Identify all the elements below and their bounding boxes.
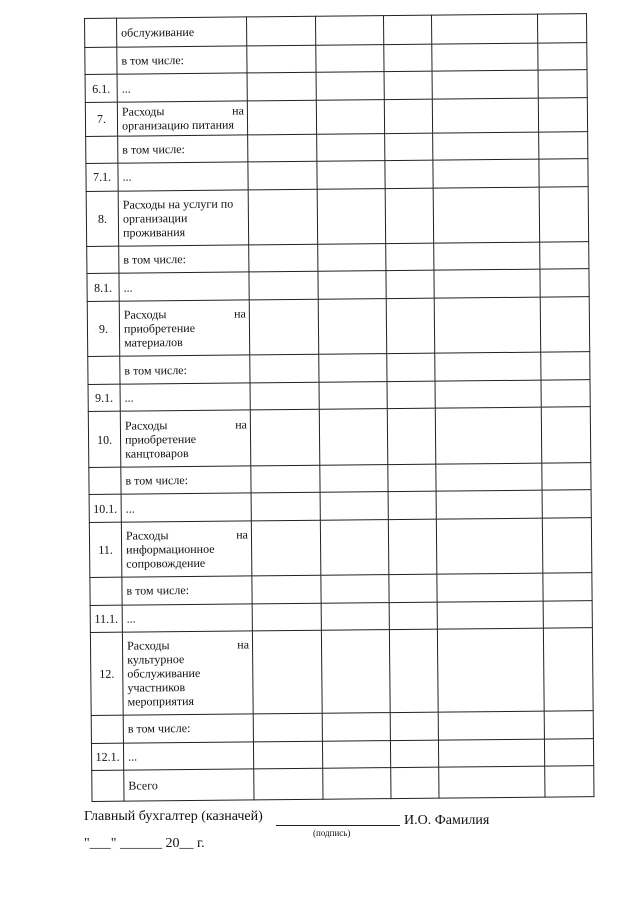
- description-line: [127, 638, 249, 653]
- empty-amount-cell: [433, 187, 540, 243]
- signer-title: Главный бухгалтер (казначей): [84, 809, 263, 824]
- row-description-cell: [117, 46, 247, 75]
- row-number-cell: 11.: [89, 522, 122, 577]
- empty-amount-cell: [316, 72, 384, 100]
- empty-amount-cell: [253, 713, 322, 741]
- description-line: проживания: [122, 224, 186, 240]
- description-line: [124, 321, 246, 336]
- description-line: ...: [121, 81, 131, 96]
- empty-amount-cell: [384, 71, 432, 99]
- empty-amount-cell: [388, 464, 436, 492]
- empty-amount-cell: [250, 355, 319, 383]
- description-line: организации: [122, 210, 188, 226]
- empty-amount-cell: [541, 407, 591, 463]
- row-description-cell: [122, 631, 253, 715]
- table-row: [88, 407, 591, 467]
- empty-amount-cell: [247, 72, 316, 100]
- empty-amount-cell: [540, 269, 589, 297]
- description-word: Расходы: [124, 417, 168, 433]
- table-row: [90, 628, 593, 716]
- row-number-cell: 11.1.: [90, 605, 122, 633]
- expense-table: [84, 13, 595, 802]
- description-word: на: [237, 637, 250, 652]
- empty-amount-cell: [435, 352, 541, 381]
- empty-amount-cell: [541, 380, 590, 408]
- empty-amount-cell: [542, 462, 591, 490]
- empty-amount-cell: [320, 492, 388, 520]
- date-year-prefix: 20: [165, 836, 180, 851]
- row-description-cell: [121, 466, 251, 495]
- empty-amount-cell: [540, 297, 590, 353]
- date-day-blank: ___: [89, 836, 111, 851]
- row-description-cell: [120, 410, 251, 466]
- row-number-cell: 8.: [86, 191, 119, 246]
- description-word: на: [234, 306, 246, 321]
- row-number-cell: 7.1.: [86, 163, 118, 191]
- empty-amount-cell: [438, 739, 544, 768]
- date-line: [84, 836, 205, 852]
- empty-amount-cell: [544, 738, 593, 766]
- empty-amount-cell: [540, 242, 589, 270]
- empty-amount-cell: [316, 44, 384, 72]
- description-line: в том числе:: [122, 141, 185, 157]
- empty-amount-cell: [320, 464, 388, 492]
- description-line: участников: [127, 680, 186, 695]
- date-quote-open: ": [84, 836, 90, 851]
- row-description-cell: [119, 272, 249, 301]
- empty-amount-cell: [383, 15, 431, 44]
- empty-amount-cell: [436, 490, 542, 519]
- row-number-cell: [85, 18, 117, 47]
- table-row: [87, 297, 590, 357]
- empty-amount-cell: [384, 44, 432, 72]
- empty-amount-cell: [545, 766, 594, 797]
- empty-amount-cell: [389, 629, 438, 712]
- row-description-cell: [118, 190, 249, 246]
- row-number-cell: 9.: [87, 301, 120, 356]
- row-number-cell: [92, 770, 124, 801]
- description-line: информационное: [126, 541, 215, 557]
- description-word: на: [235, 417, 247, 432]
- expense-table-body: [85, 14, 594, 802]
- empty-amount-cell: [389, 602, 437, 630]
- empty-amount-cell: [542, 490, 591, 518]
- description-line: [122, 104, 244, 119]
- description-line: материалов: [124, 335, 183, 350]
- empty-amount-cell: [543, 573, 592, 601]
- description-word: приобретение: [123, 321, 196, 336]
- empty-amount-cell: [248, 161, 317, 189]
- row-number-cell: [85, 47, 117, 75]
- empty-amount-cell: [387, 409, 436, 465]
- row-number-cell: [87, 246, 119, 274]
- description-line: культурное: [127, 652, 185, 667]
- empty-amount-cell: [321, 575, 389, 603]
- empty-amount-cell: [435, 380, 541, 409]
- description-line: в том числе:: [127, 721, 191, 736]
- empty-amount-cell: [432, 70, 538, 99]
- description-line: сопровождение: [126, 555, 206, 571]
- row-number-cell: 10.: [88, 412, 121, 467]
- empty-amount-cell: [319, 354, 387, 382]
- empty-amount-cell: [539, 131, 588, 159]
- empty-amount-cell: [249, 244, 318, 272]
- empty-amount-cell: [435, 408, 542, 464]
- empty-amount-cell: [390, 740, 438, 768]
- empty-amount-cell: [386, 271, 434, 299]
- row-description-cell: [118, 134, 248, 163]
- empty-amount-cell: [431, 14, 537, 44]
- empty-amount-cell: [317, 161, 385, 189]
- empty-amount-cell: [538, 70, 587, 98]
- table-row: [89, 517, 592, 577]
- description-line: ...: [128, 749, 138, 764]
- empty-amount-cell: [250, 410, 320, 466]
- description-line: в том числе:: [124, 362, 188, 378]
- empty-amount-cell: [252, 630, 322, 713]
- row-description-cell: [122, 576, 252, 605]
- empty-amount-cell: [252, 603, 321, 631]
- row-number-cell: 7.: [85, 102, 117, 136]
- description-line: [125, 417, 247, 432]
- empty-amount-cell: [386, 243, 434, 271]
- description-word: Расходы: [123, 307, 167, 322]
- row-description-cell: [123, 714, 253, 743]
- empty-amount-cell: [250, 382, 319, 410]
- row-description-cell: [117, 73, 247, 102]
- empty-amount-cell: [384, 99, 432, 133]
- description-line: ...: [122, 169, 132, 185]
- description-line: в том числе:: [126, 583, 190, 598]
- empty-amount-cell: [248, 134, 317, 162]
- description-line: в том числе:: [123, 252, 186, 267]
- row-description-cell: [123, 742, 253, 771]
- row-number-cell: [91, 715, 123, 743]
- empty-amount-cell: [543, 628, 593, 711]
- description-word: на: [232, 103, 244, 118]
- description-line: [124, 307, 246, 322]
- row-description-cell: [120, 355, 250, 384]
- row-number-cell: 6.1.: [85, 74, 117, 102]
- empty-amount-cell: [434, 270, 540, 299]
- row-number-cell: 9.1.: [88, 384, 120, 412]
- empty-amount-cell: [315, 16, 383, 45]
- table-row: [85, 97, 587, 136]
- row-number-cell: 12.1.: [91, 743, 123, 771]
- expense-table-wrapper: [84, 13, 594, 802]
- empty-amount-cell: [316, 99, 384, 133]
- row-number-cell: [86, 136, 118, 164]
- description-line: приобретение: [124, 431, 197, 447]
- empty-amount-cell: [388, 519, 437, 575]
- description-line: ...: [126, 611, 136, 626]
- row-description-cell: [117, 101, 247, 136]
- empty-amount-cell: [253, 741, 322, 769]
- row-number-cell: [88, 356, 120, 384]
- empty-amount-cell: [252, 575, 321, 603]
- row-description-cell: [120, 383, 250, 412]
- empty-amount-cell: [319, 381, 387, 409]
- row-description-cell: [124, 769, 254, 801]
- empty-amount-cell: [538, 97, 587, 131]
- empty-amount-cell: [389, 574, 437, 602]
- row-description-cell: [119, 300, 250, 356]
- empty-amount-cell: [434, 242, 540, 271]
- empty-amount-cell: [437, 601, 543, 630]
- empty-amount-cell: [538, 42, 587, 70]
- signer-name: И.О. Фамилия: [404, 813, 490, 828]
- description-word: Расходы: [121, 104, 165, 119]
- empty-amount-cell: [321, 602, 389, 630]
- description-line: Всего: [128, 778, 158, 793]
- empty-amount-cell: [386, 298, 435, 354]
- row-description-cell: [118, 162, 248, 191]
- date-quote-close: ": [110, 836, 117, 851]
- row-number-cell: 8.1.: [87, 274, 119, 302]
- empty-amount-cell: [247, 100, 316, 134]
- row-description-cell: [121, 493, 251, 522]
- empty-amount-cell: [385, 160, 433, 188]
- empty-amount-cell: [320, 519, 389, 575]
- empty-amount-cell: [437, 628, 544, 712]
- date-year-blank: __: [179, 836, 194, 851]
- empty-amount-cell: [318, 244, 386, 272]
- empty-amount-cell: [388, 491, 436, 519]
- description-line: Расходы на услуги по: [122, 196, 234, 212]
- empty-amount-cell: [439, 766, 545, 798]
- empty-amount-cell: [544, 711, 593, 739]
- date-month-blank: ______: [119, 836, 162, 851]
- empty-amount-cell: [542, 517, 592, 573]
- row-description-cell: [119, 245, 249, 274]
- description-line: обслуживание: [127, 666, 201, 681]
- empty-amount-cell: [246, 16, 315, 45]
- empty-amount-cell: [432, 98, 538, 133]
- description-line: ...: [124, 390, 134, 405]
- empty-amount-cell: [436, 518, 543, 574]
- description-word: на: [236, 527, 249, 542]
- table-row: [92, 766, 594, 802]
- description-word: Расходы: [125, 528, 169, 543]
- row-description-cell: [117, 17, 247, 47]
- empty-amount-cell: [251, 520, 321, 576]
- empty-amount-cell: [539, 159, 588, 187]
- signature-line: [276, 825, 400, 826]
- date-year-suffix: г.: [196, 836, 205, 851]
- empty-amount-cell: [251, 492, 320, 520]
- description-line: [126, 527, 248, 542]
- empty-amount-cell: [390, 712, 438, 740]
- empty-amount-cell: [387, 381, 435, 409]
- description-line: канцтоваров: [125, 445, 189, 461]
- description-line: организацию питания: [121, 117, 234, 133]
- empty-amount-cell: [248, 189, 318, 245]
- row-number-cell: 10.1.: [89, 494, 121, 522]
- description-line: ...: [123, 280, 133, 295]
- empty-amount-cell: [433, 132, 539, 161]
- description-line: обслуживание: [121, 24, 195, 40]
- empty-amount-cell: [254, 768, 323, 799]
- empty-amount-cell: [317, 188, 386, 244]
- empty-amount-cell: [434, 297, 541, 353]
- description-line: в том числе:: [121, 52, 185, 68]
- empty-amount-cell: [249, 272, 318, 300]
- row-description-cell: [121, 521, 252, 577]
- empty-amount-cell: [436, 463, 542, 492]
- empty-amount-cell: [387, 353, 435, 381]
- empty-amount-cell: [249, 299, 319, 355]
- description-line: мероприятия: [127, 694, 195, 709]
- description-line: ...: [125, 501, 135, 516]
- empty-amount-cell: [433, 159, 539, 188]
- table-row: [86, 186, 589, 246]
- row-number-cell: 12.: [90, 632, 123, 715]
- empty-amount-cell: [385, 188, 434, 244]
- empty-amount-cell: [318, 299, 387, 355]
- empty-amount-cell: [319, 409, 388, 465]
- empty-amount-cell: [385, 133, 433, 161]
- empty-amount-cell: [438, 711, 544, 740]
- empty-amount-cell: [543, 600, 592, 628]
- description-line: в том числе:: [125, 472, 189, 488]
- empty-amount-cell: [541, 352, 590, 380]
- empty-amount-cell: [247, 45, 316, 73]
- empty-amount-cell: [322, 740, 390, 768]
- empty-amount-cell: [323, 768, 391, 799]
- empty-amount-cell: [391, 767, 439, 798]
- empty-amount-cell: [437, 573, 543, 602]
- description-word: Расходы: [126, 638, 170, 653]
- empty-amount-cell: [317, 133, 385, 161]
- row-number-cell: [89, 467, 121, 495]
- empty-amount-cell: [432, 43, 538, 72]
- empty-amount-cell: [322, 713, 390, 741]
- empty-amount-cell: [251, 465, 320, 493]
- empty-amount-cell: [537, 14, 586, 43]
- empty-amount-cell: [539, 186, 589, 242]
- empty-amount-cell: [321, 630, 390, 713]
- row-number-cell: [90, 577, 122, 605]
- signature-caption: (подпись): [313, 828, 351, 838]
- row-description-cell: [122, 604, 252, 633]
- empty-amount-cell: [318, 271, 386, 299]
